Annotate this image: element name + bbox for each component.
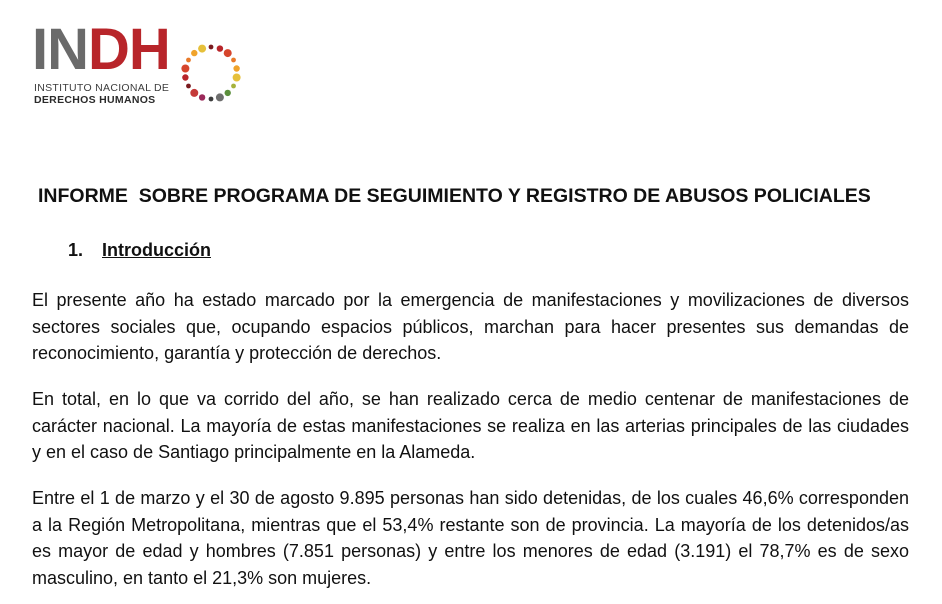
logo-dot — [209, 45, 214, 50]
logo-dots-circle-icon — [178, 40, 244, 106]
section-heading — [68, 237, 211, 263]
logo-dot — [199, 94, 205, 100]
logo-dot — [191, 50, 197, 56]
logo-wordmark: INDH — [32, 17, 170, 82]
paragraph-3: Entre el 1 de marzo y el 30 de agosto 9.895 personas han sido detenidas, de los cuales 46,6% corresponden a la Región Metropolitana, mientras que el 53,4% restante son de provincia. La mayoría de los detenidos/as es mayor de edad y hombres (7.851 personas) y entre los menores de edad (3.191) el 78,7% es de sexo masculino, en tanto el 21,3% son mujeres. — [32, 488, 909, 588]
logo-dot — [190, 89, 198, 97]
logo-dot — [209, 97, 214, 102]
logo-dot — [216, 93, 224, 101]
section-number: 1. — [68, 240, 84, 260]
logo-dot — [231, 84, 236, 89]
logo-subtitle-line1: INSTITUTO NACIONAL DE — [34, 82, 170, 94]
logo-dot — [233, 74, 241, 82]
paragraph-2: En total, en lo que va corrido del año, se han realizado cerca de medio centenar de manifestaciones de carácter nacional. La mayoría de estas manifestaciones se realiza en las arterias principales de las ciudades y en el caso de Santiago principalmente en la Alameda. — [32, 389, 909, 463]
logo-dot — [186, 58, 191, 63]
indh-logo — [32, 18, 247, 108]
logo-dot — [225, 90, 231, 96]
logo-dot — [233, 65, 239, 71]
logo-dot — [181, 64, 189, 72]
logo-dot — [224, 49, 232, 57]
section-label: Introducción — [102, 240, 211, 260]
document-title: INFORME SOBRE PROGRAMA DE SEGUIMIENTO Y REGISTRO DE ABUSOS POLICIALES — [38, 185, 871, 207]
logo-dot — [217, 45, 223, 51]
logo-dot — [198, 45, 206, 53]
logo-subtitle-line2: DERECHOS HUMANOS — [34, 94, 156, 106]
paragraph-1: El presente año ha estado marcado por la emergencia de manifestaciones y movilizaciones de diversos sectores sociales que, ocupando espacios públicos, marchan para hacer presentes sus demandas de reconocimiento, garantía y protección de derechos. — [32, 290, 909, 364]
logo-dot — [186, 84, 191, 89]
logo-dot — [231, 58, 236, 63]
logo-dot — [182, 74, 188, 80]
